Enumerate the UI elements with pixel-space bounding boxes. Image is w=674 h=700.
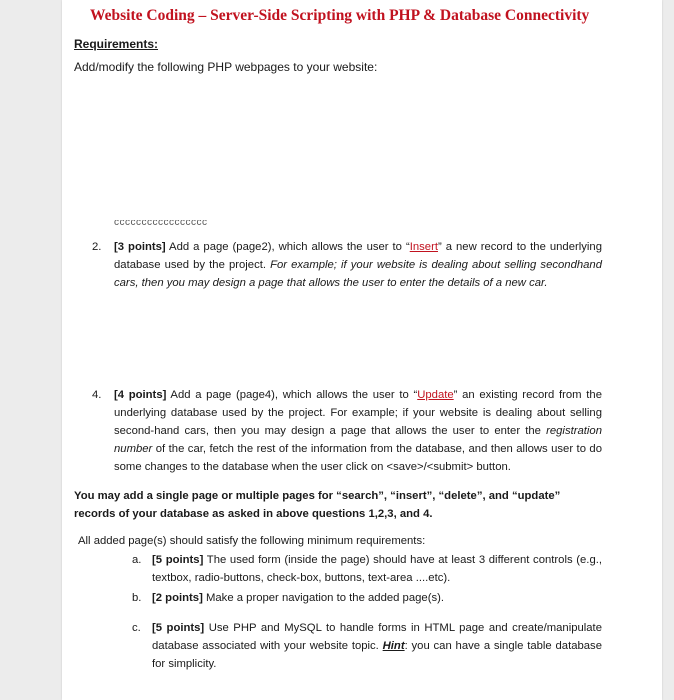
document-title: Website Coding – Server-Side Scripting with PHP & Database Connectivity [90, 7, 590, 24]
document-page [62, 0, 662, 700]
requirements-intro: All added page(s) should satisfy the following minimum requirements: [78, 535, 426, 547]
sub-letter: b. [132, 592, 142, 604]
cut-off-text-fragment: ccccccccccccccccc [114, 220, 208, 226]
requirement-item-2 [92, 238, 602, 292]
sub-text: The used form (inside the page) should have at least 3 different controls (e.g., textbox, radio-buttons, check-box, buttons, text-area ....etc). [152, 554, 602, 584]
update-keyword: Update [417, 389, 454, 401]
hint-text: : you can have a single table database for simplicity. [152, 640, 602, 670]
item-points: [4 points] [114, 389, 167, 401]
pages-note: You may add a single page or multiple pages for “search”, “insert”, “delete”, and “update” records of your database as asked in above questions 1,2,3, and 4. [74, 490, 561, 520]
sub-requirement-b [132, 589, 602, 607]
sub-text: Use PHP and MySQL to handle forms in HTML page and create/manipulate database associated with your website topic. [152, 622, 602, 652]
item-text: ” an existing record from the underlying database used by the project. For example; if your website is dealing about selling second-hand cars, then you may design a page that allows the user to enter the [114, 389, 602, 437]
sub-letter: c. [132, 622, 141, 634]
sub-text: Make a proper navigation to the added page(s). [202, 592, 445, 604]
item-text: of the car, fetch the rest of the information from the database, and then allows user to do some changes to the database when the user click on <save>/<submit> button. [114, 443, 602, 473]
sub-points: [2 points] [152, 592, 203, 604]
sub-points: [5 points] [152, 554, 204, 566]
sub-requirement-a [132, 551, 602, 587]
sub-points: [5 points] [152, 622, 205, 634]
item-number: 2. [92, 241, 102, 253]
sub-letter: a. [132, 554, 142, 566]
intro-text: Add/modify the following PHP webpages to your website: [74, 60, 378, 74]
item-number: 4. [92, 389, 102, 401]
insert-keyword: Insert [409, 241, 438, 253]
item-points: [3 points] [114, 241, 166, 253]
requirements-heading: Requirements: [74, 37, 159, 51]
item-text: Add a page (page2), which allows the user to “ [165, 241, 410, 253]
registration-number-text: registration number [114, 425, 602, 455]
item-text: ” a new record to the underlying database used by the project. [114, 241, 602, 271]
sub-requirement-c [132, 619, 602, 673]
item-example: For example; if your website is dealing about selling secondhand cars, then you may design a page that allows the user to enter the details of a new car. [114, 259, 602, 289]
item-text: Add a page (page4), which allows the user to “ [166, 389, 418, 401]
requirement-item-4 [92, 386, 602, 476]
hint-label: Hint [382, 640, 405, 652]
